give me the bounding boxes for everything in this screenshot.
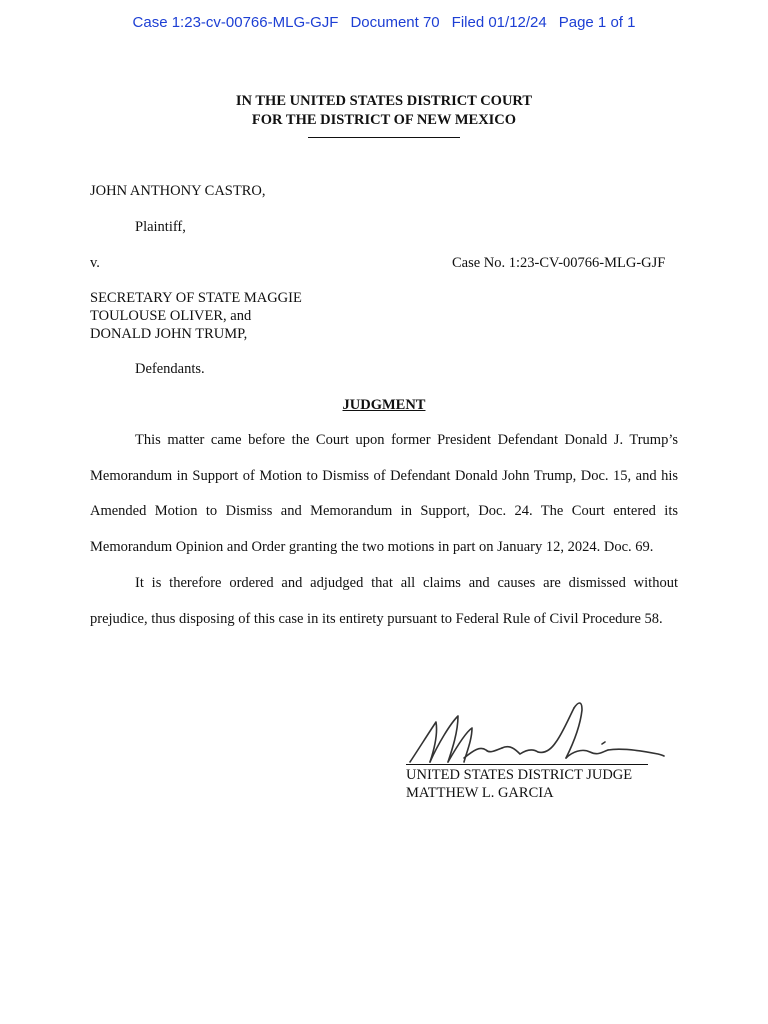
signature-block (406, 766, 632, 802)
versus-label: v. (90, 255, 100, 271)
ecf-page-count: Page 1 of 1 (558, 14, 636, 31)
judge-signature (406, 698, 668, 766)
ecf-filing-header (0, 14, 768, 31)
judgment-paragraph-2: It is therefore ordered and adjudged that all claims and causes are dismissed without prejudice, thus disposing of this case in its entirety pursuant to Federal Rule of Civil Procedure 58. (90, 574, 678, 627)
defendants-line1: SECRETARY OF STATE MAGGIE (90, 290, 302, 306)
signature-image (406, 698, 668, 766)
case-number: Case No. 1:23-CV-00766-MLG-GJF (452, 255, 666, 271)
judge-name: MATTHEW L. GARCIA (406, 785, 554, 801)
ecf-document-number: Document 70 (350, 14, 440, 31)
defendants-line2: TOULOUSE OLIVER, and (90, 308, 252, 324)
ecf-filed-date: Filed 01/12/24 (451, 14, 547, 31)
judge-title: UNITED STATES DISTRICT JUDGE (406, 767, 633, 783)
court-heading-rule (308, 131, 460, 138)
court-heading (0, 92, 768, 138)
judgment-paragraph-1: This matter came before the Court upon former President Defendant Donald J. Trump’s Memorandum in Support of Motion to Dismiss of Defendant Donald John Trump, Doc. 15, and his Amended Motion to Dismiss and Memorandum in Support, Doc. 24. The Court entered its Memorandum Opinion and Order granting the two motions in part on January 12, 2024. Doc. 69. (90, 432, 678, 556)
plaintiff-label: Plaintiff, (135, 219, 186, 235)
signature-line (406, 764, 648, 765)
judgment-body (90, 423, 678, 637)
court-heading-line2: FOR THE DISTRICT OF NEW MEXICO (251, 112, 517, 128)
ecf-case-number: Case 1:23-cv-00766-MLG-GJF (132, 14, 339, 31)
defendants-label: Defendants. (135, 361, 205, 377)
plaintiff-name: JOHN ANTHONY CASTRO, (90, 183, 266, 199)
court-heading-line1: IN THE UNITED STATES DISTRICT COURT (235, 93, 533, 109)
defendants-line3: DONALD JOHN TRUMP, (90, 326, 248, 342)
judgment-title: JUDGMENT (342, 397, 426, 413)
